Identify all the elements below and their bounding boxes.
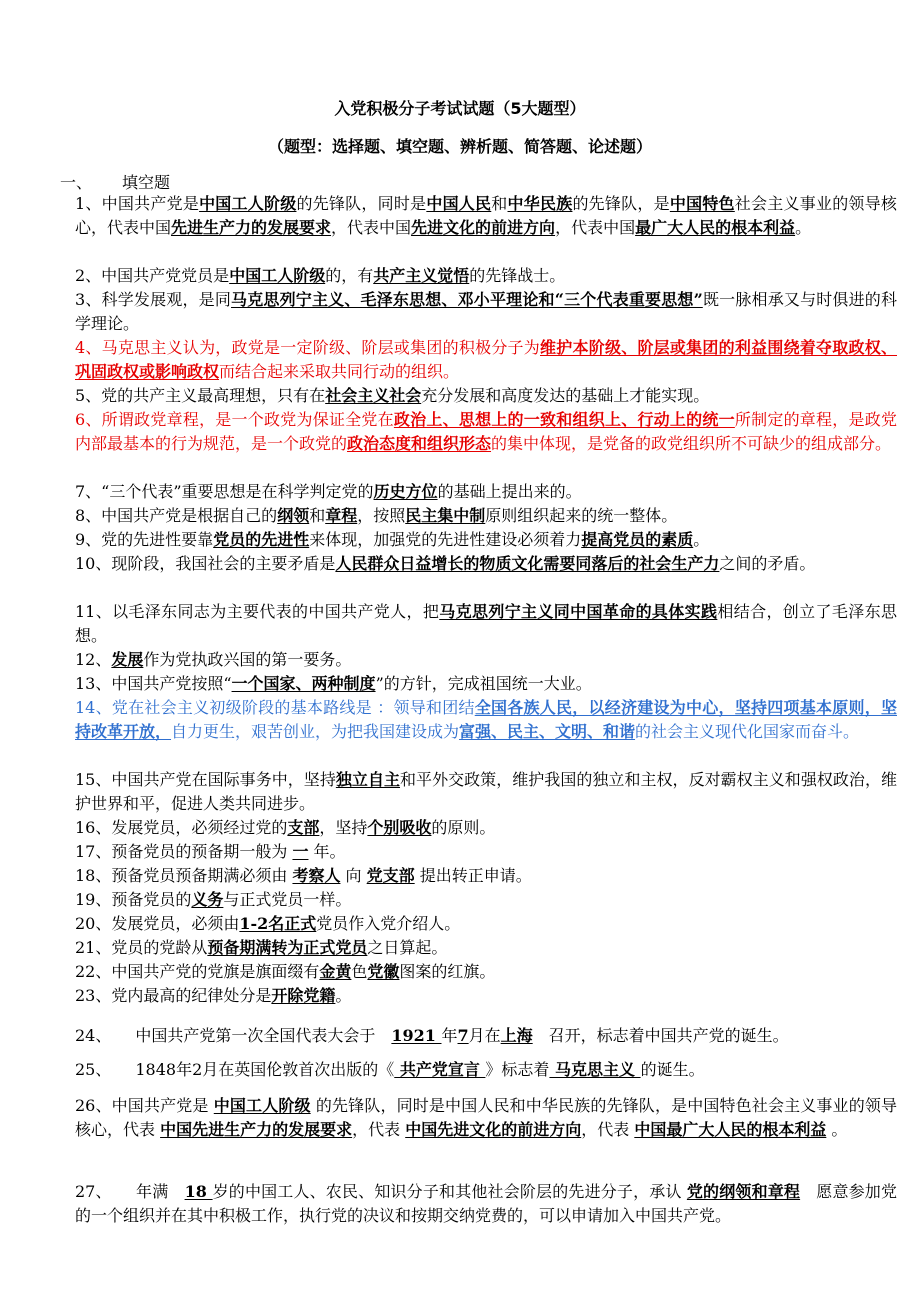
question-text: 10、现阶段，我国社会的主要矛盾是 [75,554,336,573]
question-text: 16、发展党员，必须经过党的 [75,818,288,837]
answer-blank: 中国先进生产力的发展要求 [160,1120,353,1139]
answer-blank: 政治上、思想上的一致和组织上、行动上的统一 [393,410,735,429]
question-text: 的诞生。 [640,1060,705,1079]
answer-blank: 民主集中制 [405,506,486,525]
question-1 [75,192,897,240]
question-text: 的原则。 [431,818,496,837]
question-text: 的，有 [325,266,374,285]
answer-blank: 中国特色 [669,194,735,213]
answer-blank: 最广大人民的根本利益 [635,218,796,237]
question-text: 之日算起。 [367,938,448,957]
question-16 [75,816,897,840]
question-18 [75,864,897,888]
answer-blank: 一 [292,842,309,861]
question-text: 愿意参加党的一个组织并在其中积极工作，执行党的决议和按期交纳党费的，可以申请加入中国共产党。 [75,1182,897,1225]
section-label: 填空题 [122,173,171,192]
question-text: ，代表中国 [555,218,636,237]
answer-blank: 18 [184,1182,213,1201]
answer-blank: 纲领 [277,506,310,525]
question-text: 18、预备党员预备期满必须由 [75,866,293,885]
question-text: 。 [826,1120,848,1139]
answer-blank: 马克思主义 [549,1060,641,1079]
question-text: 14、党在社会主义初级阶段的基本路线是 ：领导和团结 [75,698,475,717]
answer-blank: 党支部 [366,866,415,885]
question-text: 原则组织起来的统一整体。 [485,506,678,525]
answer-blank: 中国工人阶级 [229,266,326,285]
question-text: 自力更生，艰苦创业，为把我国建设成为 [171,722,460,741]
answer-blank: 上海 [500,1026,533,1045]
page-title: 入党积极分子考试试题（5大题型） [334,99,586,118]
question-text: 4、马克思主义认为，政党是一定阶级、阶层或集团的积极分子为 [75,338,541,357]
question-27 [75,1180,897,1228]
question-text: 和 [309,506,326,525]
question-text: 月在 [468,1026,501,1045]
question-text: 3、科学发展观，是同 [75,290,232,309]
question-text: 之间的矛盾。 [719,554,816,573]
answer-blank: 义务 [191,890,224,909]
answer-blank: 中国最广大人民的根本利益 [634,1120,827,1139]
question-text: 6、所谓政党章程，是一个政党为保证全党在 [75,410,394,429]
answer-blank: 独立自主 [335,770,401,789]
question-text: 所制定的章程，是政党内部最基本的行为规范，是一个政党的 [75,410,897,453]
question-text: 12、 [75,650,112,669]
page-subtitle: （题型：选择题、填空题、辨析题、简答题、论述题） [267,137,652,156]
answer-blank: 党的纲领和章程 [686,1182,801,1201]
section-heading [60,170,170,193]
question-text: 。 [795,218,812,237]
question-text: 的社会主义现代化国家而奋斗。 [635,722,860,741]
section-number: 一、 [60,173,93,192]
answer-blank: 马克思列宁主义同中国革命的具体实践 [439,602,718,621]
question-text: 13、中国共产党按照“ [75,674,232,693]
answer-blank: 先进文化的前进方向 [411,218,556,237]
question-25 [75,1058,897,1082]
question-text: 》标志着 [485,1060,550,1079]
question-text: 召开，标志着中国共产党的诞生。 [532,1026,789,1045]
question-text: 来体现，加强党的先进性建设必须着力 [309,530,582,549]
answer-blank: 提高党员的素质 [581,530,694,549]
question-text: 岁的中国工人、农民、知识分子和其他社会阶层的先进分子，承认 [212,1182,687,1201]
question-text: 图案的红旗。 [399,962,496,981]
question-9 [75,528,897,552]
answer-blank: 中国人民 [426,194,492,213]
answer-blank: 共产党宣言 [394,1060,486,1079]
answer-blank: 中国工人阶级 [213,1096,311,1115]
question-text: 既一脉相承又与时俱进的科学理论。 [75,290,897,333]
question-text: 22、中国共产党的党旗是旗面缀有 [75,962,320,981]
question-11 [75,600,897,648]
question-26 [75,1094,897,1142]
question-text: 。 [335,986,352,1005]
question-13 [75,672,897,696]
question-text: 11、以毛泽东同志为主要代表的中国共产党人，把 [75,602,440,621]
question-text: ，代表 [581,1120,635,1139]
question-text: 向 [340,866,367,885]
question-14 [75,696,897,744]
answer-blank: 一个国家、两种制度 [231,674,376,693]
answer-blank: 共产主义觉悟 [373,266,470,285]
question-2 [75,264,897,288]
question-text: 的先锋队，是 [572,194,670,213]
question-12 [75,648,897,672]
question-text: 的基础上提出来的。 [437,482,582,501]
question-text: 24、 中国共产党第一次全国代表大会于 [75,1026,392,1045]
question-text: 。 [693,530,710,549]
question-text: 1、中国共产党是 [75,194,200,213]
answer-blank: 1-2名正式 [239,914,317,933]
question-21 [75,936,897,960]
answer-blank: 马克思列宁主义、毛泽东思想、邓小平理论和“三个代表重要思想” [231,290,703,309]
question-text: ，代表中国 [331,218,412,237]
question-text: 相结合，创立了毛泽东思想。 [75,602,897,645]
answer-blank: 中国先进文化的前进方向 [405,1120,582,1139]
answer-blank: 历史方位 [373,482,438,501]
answer-blank: 维护本阶级、阶层或集团的利益围绕着夺取政权、巩固政权或影响政权 [75,338,897,381]
answer-blank: 富强、民主、文明、和谐 [459,722,636,741]
question-text: 与正式党员一样。 [223,890,352,909]
question-text: 而结合起来采取共同行动的组织。 [219,362,460,381]
question-20 [75,912,897,936]
question-text: 20、发展党员，必须由 [75,914,240,933]
answer-blank: 考察人 [292,866,341,885]
answer-blank: 章程 [325,506,358,525]
question-text: 8、中国共产党是根据自己的 [75,506,278,525]
answer-blank: 社会主义社会 [325,386,422,405]
answer-blank: 人民群众日益增长的物质文化需要同落后的社会生产力 [335,554,720,573]
question-text: 色 [351,962,368,981]
question-text: 党员作入党介绍人。 [316,914,461,933]
question-7 [75,480,897,504]
answer-blank: 先进生产力的发展要求 [171,218,332,237]
question-3 [75,288,897,336]
question-text: 26、中国共产党是 [75,1096,214,1115]
question-4 [75,336,897,384]
answer-blank: 开除党籍 [271,986,336,1005]
question-text: ，代表 [352,1120,406,1139]
answer-blank: 个别吸收 [367,818,432,837]
answer-blank: 1921 [391,1026,442,1045]
answer-blank: 金黄 [319,962,352,981]
question-text: 的先锋战士。 [469,266,566,285]
question-text: 21、党员的党龄从 [75,938,208,957]
question-text: 和 [491,194,508,213]
question-text: 作为党执政兴国的第一要务。 [143,650,352,669]
question-text: ”的方针，完成祖国统一大业。 [375,674,592,693]
answer-blank: 支部 [287,818,320,837]
question-text: 27、 年满 [75,1182,185,1201]
question-text: 15、中国共产党在国际事务中，坚持 [75,770,336,789]
question-23 [75,984,897,1008]
question-5 [75,384,897,408]
question-text: 2、中国共产党党员是 [75,266,230,285]
question-text: 的集中体现，是党备的政党组织所不可缺少的组成部分。 [491,434,892,453]
question-text: 7、“三个代表”重要思想是在科学判定党的 [75,482,374,501]
question-15 [75,768,897,816]
question-6 [75,408,897,456]
question-text: 年。 [308,842,346,861]
question-17 [75,840,897,864]
question-text: 社会主义事业的领导核心，代表中国 [75,194,897,237]
question-text: 17、预备党员的预备期一般为 [75,842,293,861]
question-19 [75,888,897,912]
question-text: ，坚持 [319,818,368,837]
question-8 [75,504,897,528]
answer-blank: 政治态度和组织形态 [347,434,492,453]
question-text: 5、党的共产主义最高理想，只有在 [75,386,326,405]
question-text: ，按照 [357,506,406,525]
question-10 [75,552,897,576]
answer-blank: 发展 [111,650,144,669]
question-text: 9、党的先进性要靠 [75,530,214,549]
question-24 [75,1024,897,1048]
answer-blank: 党徽 [367,962,400,981]
answer-blank: 党员的先进性 [213,530,310,549]
question-text: 19、预备党员的 [75,890,192,909]
question-22 [75,960,897,984]
answer-blank: 全国各族人民，以经济建设为中心，坚持四项基本原则，坚持改革开放， [75,698,897,741]
question-text: 充分发展和高度发达的基础上才能实现。 [421,386,710,405]
question-text: 23、党内最高的纪律处分是 [75,986,272,1005]
answer-blank: 中国工人阶级 [199,194,297,213]
question-text: 提出转正申请。 [414,866,532,885]
question-text: 的先锋队，同时是中国人民和中华民族的先锋队，是中国特色社会主义事业的领导核心，代表 [75,1096,897,1139]
answer-blank: 中华民族 [507,194,573,213]
question-text: 和平外交政策，维护我国的独立和主权，反对霸权主义和强权政治，维护世界和平，促进人类共同进步。 [75,770,897,813]
question-text: 的先锋队，同时是 [296,194,427,213]
question-text: 年 [441,1026,458,1045]
answer-blank: 预备期满转为正式党员 [207,938,368,957]
answer-blank: 7 [457,1026,469,1045]
question-text: 25、 1848年2月在英国伦敦首次出版的《 [75,1060,395,1079]
